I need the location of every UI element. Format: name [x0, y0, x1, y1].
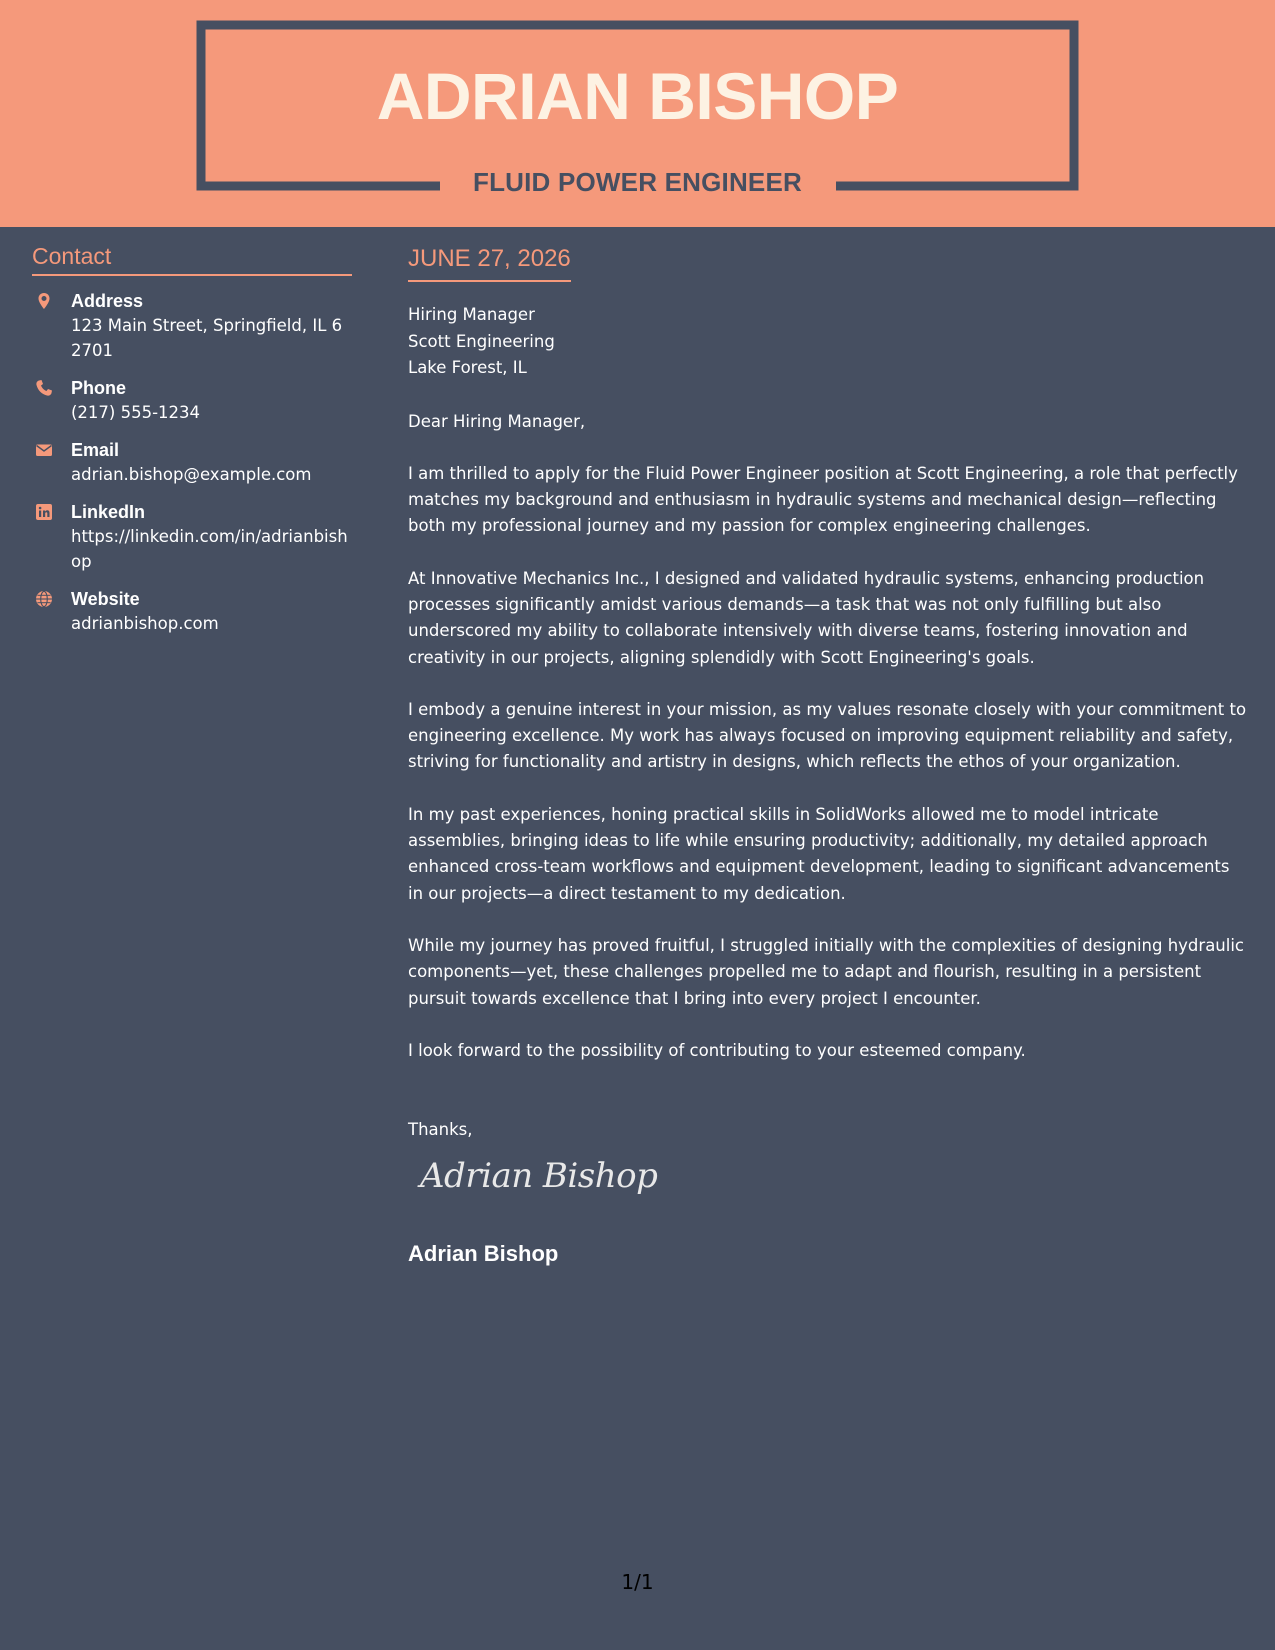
recipient-block: [408, 302, 1248, 382]
contact-linkedin: [32, 500, 352, 574]
body-paragraph: I am thrilled to apply for the Fluid Power Engineer position at Scott Engineering, a role that perfectly matches my background and enthusiasm in hydraulic systems and mechanical design—reflecting both my professional journey and my passion for complex engineering challenges.: [408, 463, 1238, 536]
page-number: 1/1: [621, 1570, 654, 1594]
contact-phone: [32, 376, 352, 425]
body-paragraph: At Innovative Mechanics Inc., I designed and validated hydraulic systems, enhancing production processes significantly amidst various demands—a task that was not only fulfilling but also underscored my ability to collaborate intensively with diverse teams, fostering innovation and creativity in our projects, aligning splendidly with Scott Engineering's goals.: [408, 568, 1205, 667]
linkedin-value[interactable]: https://linkedin.com/in/adrianbishop: [71, 527, 348, 571]
phone-icon: [35, 379, 53, 397]
salutation: Dear Hiring Manager,: [408, 411, 586, 431]
website-label: Website: [71, 589, 140, 609]
recipient-line: Lake Forest, IL: [408, 358, 527, 377]
address-value: 123 Main Street, Springfield, IL 62701: [71, 316, 343, 360]
applicant-name: ADRIAN BISHOP: [376, 59, 899, 133]
phone-label: Phone: [71, 378, 127, 398]
sender-name: Adrian Bishop: [408, 1241, 559, 1267]
contact-website: [32, 587, 352, 636]
signature-script: Adrian Bishop: [420, 1156, 658, 1197]
contact-email: [32, 438, 352, 487]
address-label: Address: [71, 291, 144, 311]
email-label: Email: [71, 440, 120, 460]
email-value[interactable]: adrian.bishop@example.com: [71, 465, 312, 484]
letter-body: [408, 244, 1248, 1268]
recipient-line: Hiring Manager: [408, 305, 535, 324]
globe-icon: [35, 590, 53, 608]
envelope-icon: [35, 441, 53, 459]
body-paragraph: While my journey has proved fruitful, I struggled initially with the complexities of designing hydraulic components—yet, these challenges propelled me to adapt and flourish, resulting in a persistent pursuit towards excellence that I bring into every project I encounter.: [408, 935, 1244, 1008]
contact-heading: Contact: [32, 242, 352, 276]
job-title: FLUID POWER ENGINEER: [472, 167, 802, 197]
map-pin-icon: [35, 292, 53, 310]
header-banner: [0, 0, 1275, 227]
phone-value[interactable]: (217) 555-1234: [71, 403, 201, 422]
recipient-line: Scott Engineering: [408, 331, 555, 351]
contact-address: [32, 289, 352, 363]
body-paragraph: In my past experiences, honing practical skills in SolidWorks allowed me to model intricate assemblies, bringing ideas to life while ensuring productivity; additionally, my detailed approach enhanced cross-team workflows and equipment development, leading to significant advancements in our projects—a direct testament to my dedication.: [408, 804, 1230, 903]
contact-sidebar: [32, 242, 352, 636]
signature-image: [420, 1156, 1248, 1223]
website-value[interactable]: adrianbishop.com: [71, 614, 219, 633]
linkedin-label: LinkedIn: [71, 502, 146, 522]
body-paragraph: I embody a genuine interest in your mission, as my values resonate closely with your commitment to engineering excellence. My work has always focused on improving equipment reliability and safety, striving for functionality and artistry in designs, which reflects the ethos of your organization.: [408, 699, 1247, 772]
letter-date: JUNE 27, 2026: [408, 244, 571, 282]
body-paragraph: I look forward to the possibility of contributing to your esteemed company.: [408, 1040, 1026, 1060]
closing: Thanks,: [408, 1120, 473, 1140]
linkedin-icon: [35, 503, 53, 521]
